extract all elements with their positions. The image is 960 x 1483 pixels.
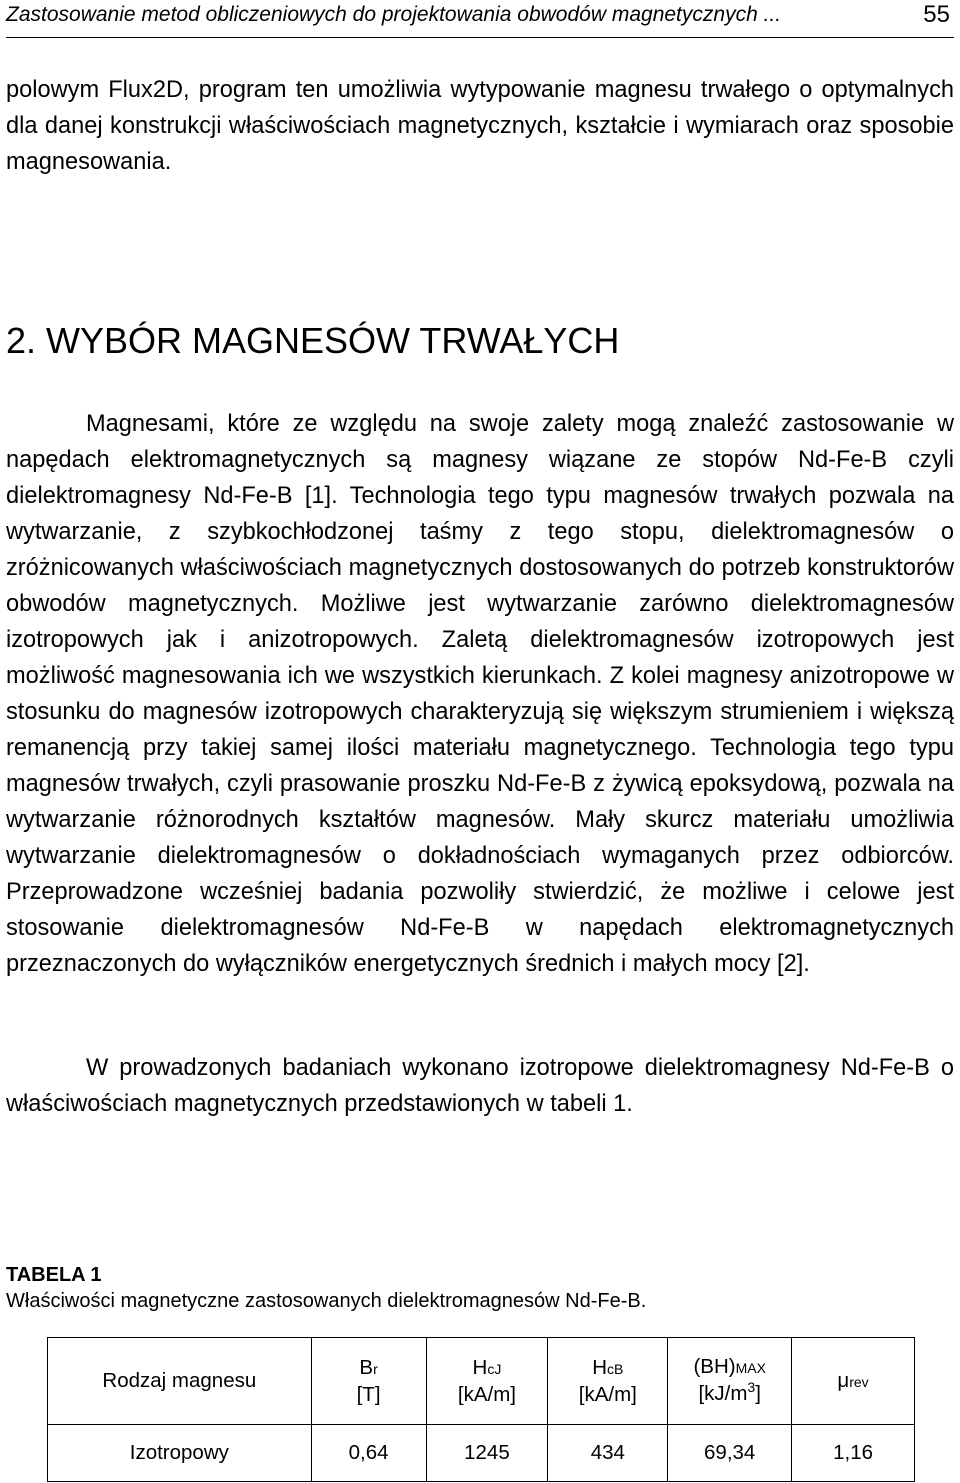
br-subscript: r: [373, 1360, 378, 1377]
running-header: [6, 3, 954, 38]
running-title: Zastosowanie metod obliczeniowych do projektowania obwodów magnetycznych ...: [6, 3, 782, 26]
bh-subscript: MAX: [735, 1360, 766, 1376]
cell-hcj: 1245: [426, 1425, 548, 1482]
hcb-subscript: cB: [607, 1360, 624, 1377]
table-label: TABELA 1: [6, 1264, 102, 1286]
mu-subscript: rev: [849, 1373, 869, 1390]
hcj-symbol: H: [472, 1355, 488, 1379]
table-caption: Właściwości magnetyczne zastosowanych dielektromagnesów Nd-Fe-B.: [6, 1290, 647, 1312]
body-paragraph: W prowadzonych badaniach wykonano izotropowe dielektromagnesy Nd-Fe-B o właściwościach magnetycznych przedstawionych w tabeli 1.: [6, 1055, 954, 1117]
bh-unit-superscript: 3: [747, 1379, 756, 1395]
header-type-label: Rodzaj magnesu: [102, 1369, 257, 1392]
mu-symbol: μ: [837, 1368, 850, 1392]
header-cell-hcj: [426, 1338, 548, 1425]
br-symbol: B: [359, 1355, 374, 1379]
cell-hcb: 434: [548, 1425, 668, 1482]
header-cell-bhmax: [668, 1338, 792, 1425]
table-header-row: [48, 1338, 915, 1425]
bh-unit-pre: [kJ/m: [698, 1382, 748, 1405]
hcb-unit: [kA/m]: [578, 1382, 637, 1406]
cell-br: 0,64: [311, 1425, 426, 1482]
br-unit: [T]: [356, 1382, 381, 1406]
properties-table: [47, 1337, 915, 1482]
table-row: [48, 1425, 915, 1482]
hcb-symbol: H: [592, 1355, 608, 1379]
cell-mu: 1,16: [792, 1425, 915, 1482]
page-number: 55: [923, 1, 950, 28]
bh-symbol: (BH): [693, 1355, 736, 1378]
hcj-unit: [kA/m]: [457, 1382, 516, 1406]
header-cell-br: [311, 1338, 426, 1425]
cell-type: Izotropowy: [48, 1425, 312, 1482]
hcj-subscript: cJ: [487, 1360, 502, 1377]
header-cell-mu: [792, 1338, 915, 1425]
header-cell-type: [48, 1338, 312, 1425]
cell-bhmax: 69,34: [668, 1425, 792, 1482]
body-paragraph: Magnesami, które ze względu na swoje zalety mogą znaleźć zastosowanie w napędach elektromagnetycznych są magnesy wiązane ze stopów Nd-Fe-B czyli dielektromagnesy Nd-Fe-B [1]. Technologia tego typu magnesów trwałych pozwala na wytwarzanie, z szybkochłodzonej taśmy z tego stopu, dielektromagnesów o zróżnicowanych właściwościach magnetycznych dostosowanych do potrzeb konstruktorów obwodów magnetycznych. Możliwe jest wytwarzanie zarówno dielektromagnesów izotropowych jak i anizotropowych. Zaletą dielektromagnesów izotropowych jest możliwość magnesowania ich we wszystkich kierunkach. Z kolei magnesy anizotropowe w stosunku do magnesów izotropowych charakteryzują się większym strumieniem i większą remanencją przy takiej samej ilości materiału magnetycznego. Technologia tego typu magnesów trwałych, czyli prasowanie proszku Nd-Fe-B z żywicą epoksydową, pozwala na wytwarzanie różnorodnych kształtów magnesów. Mały skurcz materiału umożliwia wytwarzanie dielektromagnesów o dokładnościach wymaganych przez odbiorców. Przeprowadzone wcześniej badania pozwoliły stwierdzić, że możliwe i celowe jest stosowanie dielektromagnesów Nd-Fe-B w napędach elektromagnetycznych przeznaczonych do wyłączników energetycznych średnich i małych mocy [2].: [6, 411, 954, 977]
section-heading: 2. WYBÓR MAGNESÓW TRWAŁYCH: [6, 320, 620, 361]
header-cell-hcb: [548, 1338, 668, 1425]
bh-unit-post: ]: [755, 1382, 761, 1405]
intro-paragraph: polowym Flux2D, program ten umożliwia wytypowanie magnesu trwałego o optymalnych dla danej konstrukcji właściwościach magnetycznych, kształcie i wymiarach oraz sposobie magnesowania.: [6, 77, 954, 175]
